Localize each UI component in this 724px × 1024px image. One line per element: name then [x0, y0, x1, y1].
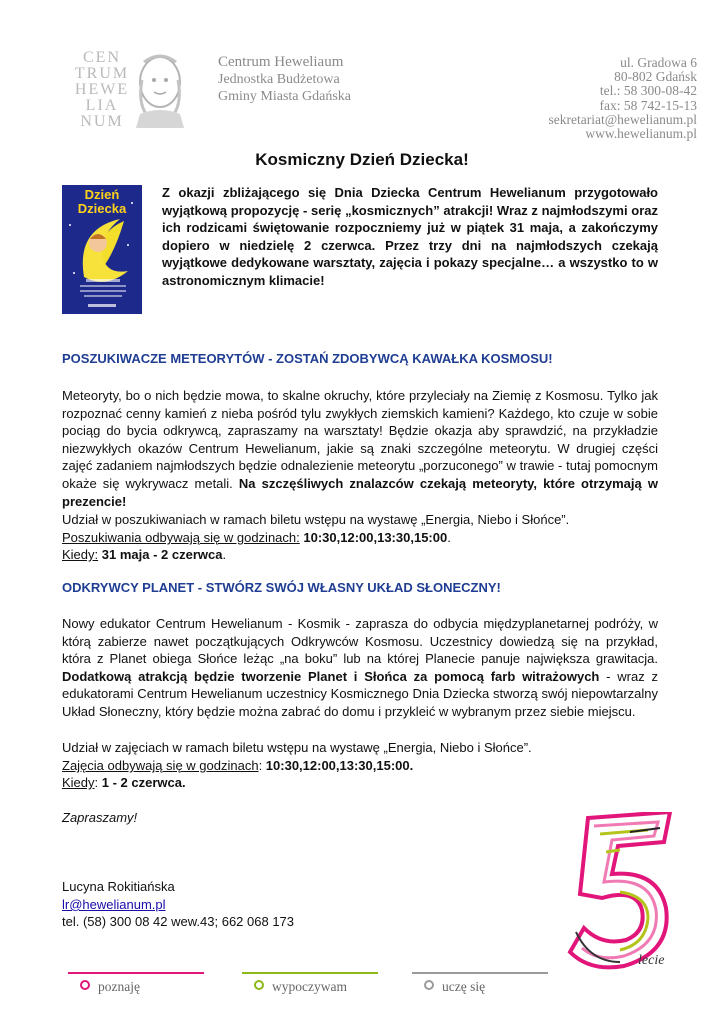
event-poster: [62, 185, 142, 314]
dates-meteorites: Kiedy: 31 maja - 2 czerwca.: [62, 547, 227, 562]
footer-item-poznaje[interactable]: [68, 972, 208, 1002]
section-body-planets: Nowy edukator Centrum Hewelianum - Kosmik - zaprasza do odbycia międzyplanetarnej podróży, w którą zabierze nawet początkujących Odkrywców Kosmosu. Uczestnicy dowiedzą się na przykład, która z Planet obiega Słońce leżąc „na boku” lub na której Planecie panuje największa grawitacja. Dodatkową atrakcją będzie tworzenie Planet i Słońca za pomocą farb witrażowych - wraz z edukatorami Centrum Hewelianum uczestnicy Kosmicznego Dnia Dziecka stworzą swój niepowtarzalny Układ Słoneczny, który będzie można zabrać do domu i przykleić w wybranym przez siebie miejscu.: [62, 616, 658, 719]
anniversary-label: lecie: [638, 953, 665, 968]
ticket-info-planets: Udział w zajęciach w ramach biletu wstępu na wystawę „Energia, Niebo i Słońce”.: [62, 740, 532, 755]
signature-name: Lucyna Rokitiańska: [62, 879, 175, 894]
hours-planets: Zajęcia odbywają się w godzinach: 10:30,12:00,13:30,15:00.: [62, 758, 414, 773]
signature-phone: tel. (58) 300 08 42 wew.43; 662 068 173: [62, 914, 295, 929]
closing-text: Zapraszamy!: [62, 810, 138, 825]
contact-block: ul. Gradowa 6 80-802 Gdańsk tel.: 58 300-08-42 fax: 58 742-15-13 sekretariat@hewelianum.pl www.hewelianum.pl: [548, 55, 697, 142]
poster-title-line1: Dzień: [84, 187, 120, 202]
footer-dot-icon: [80, 980, 90, 990]
footer-line-ucze-sie: [412, 972, 548, 974]
hevelius-portrait-icon: [132, 52, 188, 128]
footer-line-poznaje: [68, 972, 204, 974]
page-title: Kosmiczny Dzień Dziecka!: [255, 150, 469, 169]
organization-name: Centrum Heweliaum Jednostka Budżetowa Gminy Miasta Gdańska: [218, 54, 351, 104]
hours-meteorites: Poszukiwania odbywają się w godzinach: 10:30,12:00,13:30,15:00.: [62, 530, 451, 545]
footer-dot-icon: [424, 980, 434, 990]
section-heading-planets: ODKRYWCY PLANET - STWÓRZ SWÓJ WŁASNY UKŁAD SŁONECZNY!: [62, 580, 501, 595]
footer-line-wypoczywam: [242, 972, 378, 974]
ticket-info-meteorites: Udział w poszukiwaniach w ramach biletu wstępu na wystawę „Energia, Niebo i Słońce”.: [62, 512, 570, 527]
signature-email-link[interactable]: lr@hewelianum.pl: [62, 897, 166, 912]
hewelianum-logo: [62, 50, 192, 130]
footer-label-poznaje: poznaję: [98, 979, 140, 994]
section-body-meteorites: Meteoryty, bo o nich będzie mowa, to skalne okruchy, które przyleciały na Ziemię z Kosmosu. Tylko jak rozpoznać cenny kamień z nieba pośród tylu zwykłych ziemskich kamieni? Każdego, kto czuje w sobie pociąg do bycia odkrywcą, zapraszamy na warsztaty! Będzie okazja aby sprawdzić, na przykładzie niezwykłych okazów Centrum Hewelianum, jakie są znaki szczególne meteorytu. W drugiej części zajęć zadaniem najmłodszych będzie odnalezienie meteorytu „porzuconego” w trawie - tutaj pomocnym okaże się wykrywacz metali. Na szczęśliwych znalazców czekają meteoryty, które otrzymają w prezencie!: [62, 388, 658, 509]
footer-item-wypoczywam[interactable]: [242, 972, 382, 1002]
contact-website[interactable]: www.hewelianum.pl: [585, 126, 697, 142]
poster-title-line2: Dziecka: [77, 201, 127, 216]
anniversary-5-lecie-graphic: [560, 812, 680, 977]
footer-item-ucze-sie[interactable]: [412, 972, 552, 1002]
poster-illustration: [62, 185, 142, 314]
footer-label-wypoczywam: wypoczywam: [272, 979, 347, 994]
contact-email[interactable]: sekretariat@hewelianum.pl: [548, 111, 697, 127]
section-heading-meteorites: POSZUKIWACZE METEORYTÓW - ZOSTAŃ ZDOBYWCĄ KAWAŁKA KOSMOSU!: [62, 351, 553, 366]
footer-label-ucze-sie: uczę się: [442, 979, 486, 994]
logo-text: CEN TRUM HEWE LIA NUM: [74, 49, 130, 130]
signature-email-row: [62, 896, 166, 914]
footer-dot-icon: [254, 980, 264, 990]
intro-paragraph: Z okazji zbliżającego się Dnia Dziecka Centrum Hewelianum przygotowało wyjątkową propozycję - serię „kosmicznych” atrakcji! Wraz z najmłodszymi oraz ich rodzicami świętowanie rozpoczniemy już w piątek 31 maja, a zakończymy dopiero w niedzielę 2 czerwca. Przez trzy dni na najmłodszych czekają wyjątkowe dedykowane warsztaty, zajęcia i pokazy specjalne… a wszystko to w astronomicznym klimacie!: [162, 185, 658, 288]
number-five-icon: [560, 812, 680, 972]
dates-planets: Kiedy: 1 - 2 czerwca.: [62, 775, 186, 790]
